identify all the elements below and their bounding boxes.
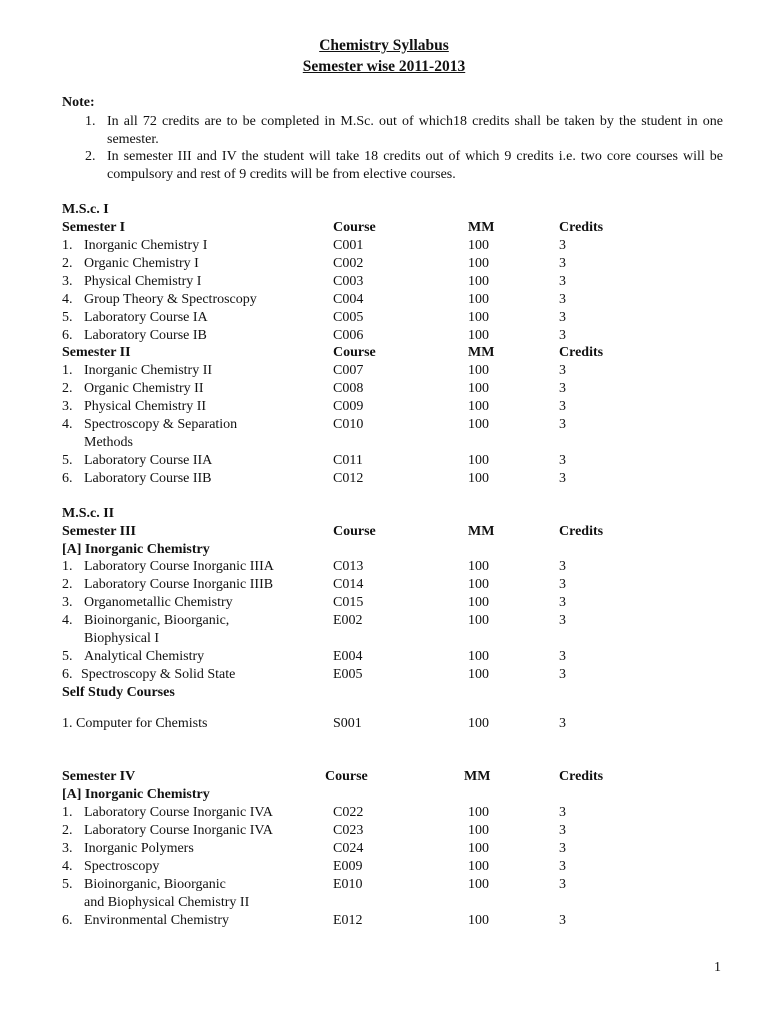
semester-header-row — [62, 523, 722, 541]
document-title: Chemistry Syllabus — [319, 37, 449, 54]
credits: 3 — [559, 363, 566, 378]
max-marks: 100 — [468, 559, 489, 574]
row-number: 6. — [62, 913, 73, 928]
credits: 3 — [559, 417, 566, 432]
row-number: 1. — [62, 238, 73, 253]
course-column-header: Course — [325, 769, 368, 784]
course-name: Inorganic Chemistry I — [84, 238, 208, 253]
course-row — [62, 327, 722, 345]
program-label: M.S.c. II — [62, 506, 115, 521]
course-code: C005 — [333, 310, 364, 325]
credits: 3 — [559, 453, 566, 468]
note-heading: Note: — [62, 95, 95, 110]
subject-label: [A] Inorganic Chemistry — [62, 787, 210, 802]
course-row — [62, 715, 722, 733]
credits: 3 — [559, 805, 566, 820]
max-marks: 100 — [468, 613, 489, 628]
max-marks: 100 — [468, 805, 489, 820]
semester-label: Semester IV — [62, 769, 136, 784]
row-number: 1. — [62, 363, 73, 378]
course-name: Physical Chemistry I — [84, 274, 202, 289]
note-item — [85, 148, 723, 184]
course-name: Spectroscopy — [84, 859, 160, 874]
credits-column-header: Credits — [559, 345, 604, 360]
row-number: 4. — [62, 613, 73, 628]
row-number: 2. — [62, 381, 73, 396]
subject-label: [A] Inorganic Chemistry — [62, 542, 210, 557]
max-marks: 100 — [468, 310, 489, 325]
course-code: C004 — [333, 292, 364, 307]
course-row — [62, 237, 722, 255]
course-row — [62, 309, 722, 327]
credits: 3 — [559, 613, 566, 628]
course-name: Organic Chemistry I — [84, 256, 199, 271]
max-marks: 100 — [468, 649, 489, 664]
credits: 3 — [559, 649, 566, 664]
row-number: 2. — [62, 577, 73, 592]
course-code: C014 — [333, 577, 364, 592]
credits: 3 — [559, 381, 566, 396]
course-code: S001 — [333, 716, 362, 731]
course-name: Inorganic Chemistry II — [84, 363, 213, 378]
subject-heading — [62, 541, 722, 559]
course-code: C001 — [333, 238, 364, 253]
credits: 3 — [559, 274, 566, 289]
credits: 3 — [559, 256, 566, 271]
max-marks: 100 — [468, 256, 489, 271]
course-row — [62, 648, 722, 666]
max-marks: 100 — [468, 363, 489, 378]
course-name: Organometallic Chemistry — [84, 595, 233, 610]
course-code: C023 — [333, 823, 364, 838]
course-name-continued: and Biophysical Chemistry II — [84, 895, 250, 910]
row-number: 4. — [62, 859, 73, 874]
row-number: 1. — [62, 805, 73, 820]
note-number: 1. — [85, 114, 96, 129]
course-name: Spectroscopy & Solid State — [81, 667, 236, 682]
course-column-header: Course — [333, 524, 376, 539]
course-name-continued: Biophysical I — [84, 631, 160, 646]
program-heading — [62, 201, 722, 219]
course-name: 1. Computer for Chemists — [62, 716, 208, 731]
course-name: Laboratory Course IB — [84, 328, 207, 343]
semester-label: Semester II — [62, 345, 131, 360]
course-row — [62, 291, 722, 309]
course-row — [62, 380, 722, 398]
course-row — [62, 822, 722, 840]
credits: 3 — [559, 577, 566, 592]
course-row — [62, 255, 722, 273]
course-row-continuation — [62, 630, 722, 648]
course-name: Bioinorganic, Bioorganic, — [84, 613, 230, 628]
course-name: Laboratory Course IIB — [84, 471, 212, 486]
max-marks: 100 — [468, 577, 489, 592]
row-number: 5. — [62, 453, 73, 468]
max-marks: 100 — [468, 292, 489, 307]
row-number: 3. — [62, 399, 73, 414]
course-row — [62, 558, 722, 576]
note-text: In semester III and IV the student will take 18 credits out of which 9 credits i.e. two core courses will be compulsory and rest of 9 credits will be from elective courses. — [107, 149, 723, 182]
credits: 3 — [559, 823, 566, 838]
credits: 3 — [559, 667, 566, 682]
credits: 3 — [559, 292, 566, 307]
max-marks: 100 — [468, 453, 489, 468]
credits: 3 — [559, 859, 566, 874]
course-name: Laboratory Course Inorganic IVA — [84, 823, 273, 838]
self-study-label: Self Study Courses — [62, 685, 175, 700]
course-code: C006 — [333, 328, 364, 343]
course-column-header: Course — [333, 345, 376, 360]
course-row — [62, 470, 722, 488]
course-row — [62, 612, 722, 630]
page-number: 1 — [714, 960, 721, 975]
course-name: Group Theory & Spectroscopy — [84, 292, 257, 307]
max-marks: 100 — [468, 471, 489, 486]
row-number: 4. — [62, 292, 73, 307]
max-marks: 100 — [468, 399, 489, 414]
max-marks: 100 — [468, 328, 489, 343]
course-name: Laboratory Course Inorganic IIIB — [84, 577, 274, 592]
course-code: C024 — [333, 841, 364, 856]
course-name: Inorganic Polymers — [84, 841, 194, 856]
course-name: Organic Chemistry II — [84, 381, 204, 396]
credits: 3 — [559, 595, 566, 610]
course-column-header: Course — [333, 220, 376, 235]
course-name: Laboratory Course Inorganic IIIA — [84, 559, 274, 574]
credits: 3 — [559, 841, 566, 856]
document-subtitle: Semester wise 2011-2013 — [302, 58, 466, 75]
mm-column-header: MM — [468, 524, 495, 539]
course-code: C012 — [333, 471, 364, 486]
credits: 3 — [559, 716, 566, 731]
course-code: E010 — [333, 877, 363, 892]
course-row — [62, 576, 722, 594]
row-number: 5. — [62, 310, 73, 325]
course-code: C022 — [333, 805, 364, 820]
max-marks: 100 — [468, 417, 489, 432]
course-name: Environmental Chemistry — [84, 913, 230, 928]
subject-heading — [62, 786, 722, 804]
course-row — [62, 594, 722, 612]
course-name: Laboratory Course IIA — [84, 453, 213, 468]
credits-column-header: Credits — [559, 524, 604, 539]
note-text: In all 72 credits are to be completed in M.Sc. out of which18 credits shall be taken by the student in one semester. — [107, 114, 723, 147]
course-code: C003 — [333, 274, 364, 289]
row-number: 5. — [62, 877, 73, 892]
course-code: E004 — [333, 649, 363, 664]
max-marks: 100 — [468, 381, 489, 396]
course-code: E012 — [333, 913, 363, 928]
max-marks: 100 — [468, 913, 489, 928]
max-marks: 100 — [468, 274, 489, 289]
row-number: 3. — [62, 595, 73, 610]
max-marks: 100 — [468, 823, 489, 838]
course-name: Laboratory Course Inorganic IVA — [84, 805, 273, 820]
course-row — [62, 840, 722, 858]
credits: 3 — [559, 399, 566, 414]
course-code: C010 — [333, 417, 364, 432]
max-marks: 100 — [468, 595, 489, 610]
course-row — [62, 398, 722, 416]
course-code: C009 — [333, 399, 364, 414]
course-name-continued: Methods — [84, 435, 133, 450]
course-row — [62, 273, 722, 291]
row-number: 6. — [62, 667, 73, 682]
course-row — [62, 452, 722, 470]
note-item — [85, 113, 723, 149]
credits: 3 — [559, 328, 566, 343]
semester-header-row — [62, 768, 722, 786]
row-number: 6. — [62, 471, 73, 486]
course-name: Spectroscopy & Separation — [84, 417, 238, 432]
course-code: E005 — [333, 667, 363, 682]
semester-header-row — [62, 344, 722, 362]
credits-column-header: Credits — [559, 769, 604, 784]
max-marks: 100 — [468, 238, 489, 253]
max-marks: 100 — [468, 716, 489, 731]
credits: 3 — [559, 471, 566, 486]
credits: 3 — [559, 310, 566, 325]
credits: 3 — [559, 238, 566, 253]
course-row — [62, 804, 722, 822]
self-study-heading — [62, 684, 722, 702]
mm-column-header: MM — [468, 345, 495, 360]
course-code: C007 — [333, 363, 364, 378]
row-number: 2. — [62, 823, 73, 838]
max-marks: 100 — [468, 841, 489, 856]
semester-label: Semester III — [62, 524, 137, 539]
max-marks: 100 — [468, 667, 489, 682]
course-name: Laboratory Course IA — [84, 310, 208, 325]
course-row-continuation — [62, 434, 722, 452]
program-heading — [62, 505, 722, 523]
program-label: M.S.c. I — [62, 202, 109, 217]
course-name: Bioinorganic, Bioorganic — [84, 877, 226, 892]
course-row — [62, 876, 722, 894]
credits-column-header: Credits — [559, 220, 604, 235]
course-code: C008 — [333, 381, 364, 396]
semester-header-row — [62, 219, 722, 237]
course-row — [62, 912, 722, 930]
row-number: 3. — [62, 841, 73, 856]
row-number: 2. — [62, 256, 73, 271]
course-row — [62, 666, 722, 684]
course-row — [62, 858, 722, 876]
course-code: C002 — [333, 256, 364, 271]
course-code: C011 — [333, 453, 363, 468]
course-row — [62, 362, 722, 380]
credits: 3 — [559, 559, 566, 574]
course-code: C013 — [333, 559, 364, 574]
course-code: E009 — [333, 859, 363, 874]
semester-label: Semester I — [62, 220, 126, 235]
mm-column-header: MM — [468, 220, 495, 235]
course-row — [62, 416, 722, 434]
row-number: 1. — [62, 559, 73, 574]
course-name: Physical Chemistry II — [84, 399, 207, 414]
row-number: 6. — [62, 328, 73, 343]
row-number: 5. — [62, 649, 73, 664]
course-code: E002 — [333, 613, 363, 628]
note-number: 2. — [85, 149, 96, 164]
max-marks: 100 — [468, 859, 489, 874]
credits: 3 — [559, 877, 566, 892]
credits: 3 — [559, 913, 566, 928]
course-name: Analytical Chemistry — [84, 649, 205, 664]
course-row-continuation — [62, 894, 722, 912]
max-marks: 100 — [468, 877, 489, 892]
row-number: 4. — [62, 417, 73, 432]
mm-column-header: MM — [464, 769, 491, 784]
row-number: 3. — [62, 274, 73, 289]
course-code: C015 — [333, 595, 364, 610]
